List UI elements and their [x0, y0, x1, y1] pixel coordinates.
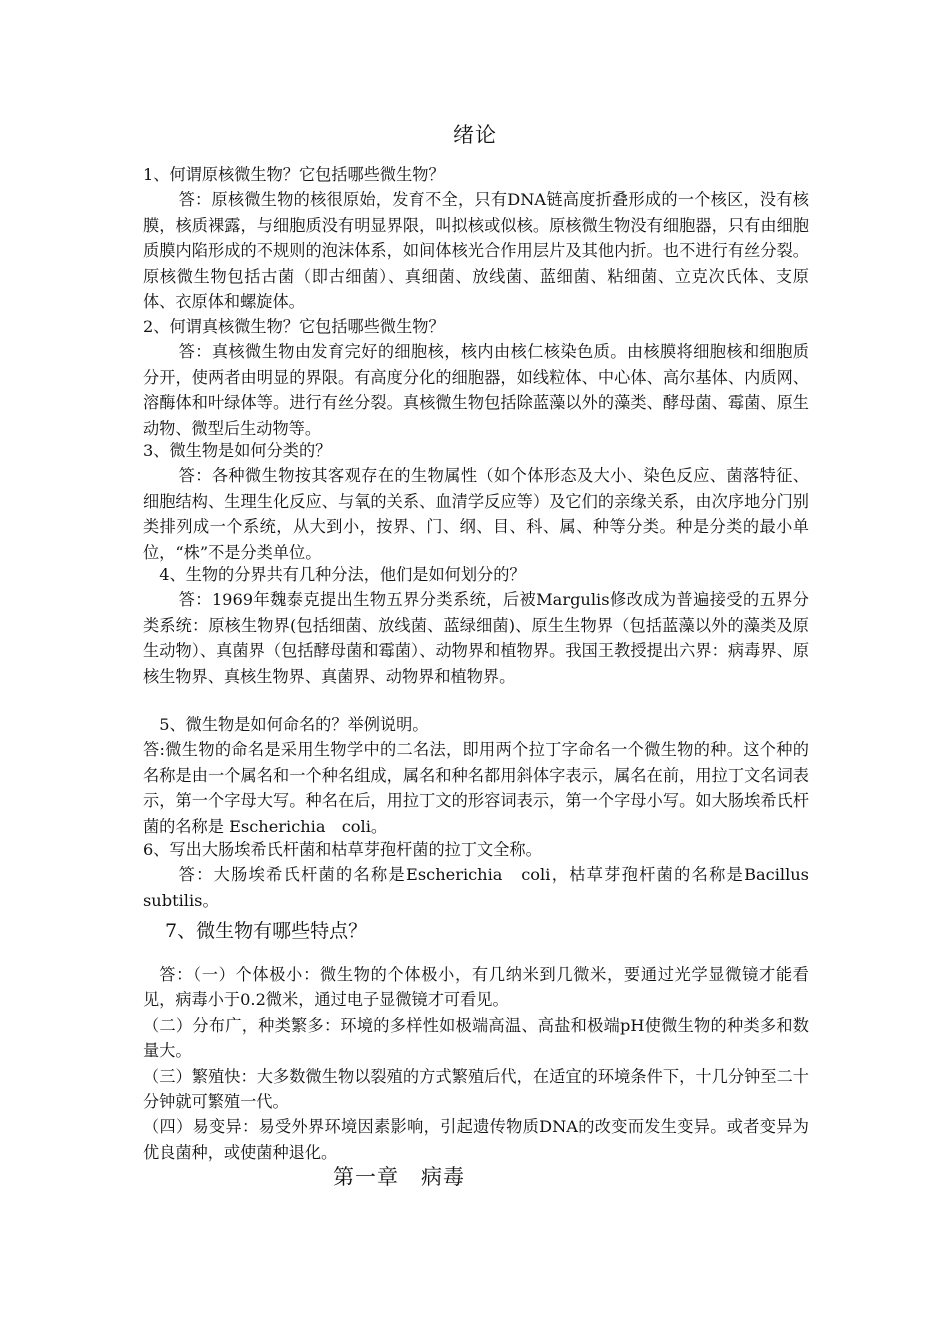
question-7: 7、微生物有哪些特点？ — [165, 920, 368, 942]
answer-3: 答：各种微生物按其客观存在的生物属性（如个体形态及大小、染色反应、菌落特征、细胞结构、生理生化反应、与氧的关系、血清学反应等）及它们的亲缘关系，由次序地分门别类排列成一个系统，从大到小，按界、门、纲、目、科、属、种等分类。种是分类的最小单位，“株”不是分类单位。 — [143, 466, 809, 562]
question-3: 3、微生物是如何分类的？ — [143, 441, 332, 460]
qa-section-6 — [143, 837, 826, 913]
qa-section-3 — [143, 438, 809, 565]
answer-7-point-4: （四）易变异：易受外界环境因素影响，引起遗传物质DNA的改变而发生变异。或者变异为优良菌种，或使菌种退化。 — [143, 1117, 809, 1162]
answer-6: 答：大肠埃希氏杆菌的名称是Escherichia coli，枯草芽孢杆菌的名称是Bacillus subtilis。 — [143, 865, 826, 910]
qa-section-2 — [143, 314, 809, 441]
question-6: 6、写出大肠埃希氏杆菌和枯草芽孢杆菌的拉丁文全称。 — [143, 840, 542, 859]
answer-1: 答：原核微生物的核很原始，发育不全，只有DNA链高度折叠形成的一个核区，没有核膜，核质裸露，与细胞质没有明显界限，叫拟核或似核。原核微生物没有细胞器，只有由细胞质膜内陷形成的不规则的泡沫体系，如间体核光合作用层片及其他内折。也不进行有丝分裂。原核微生物包括古菌（即古细菌）、真细菌、放线菌、蓝细菌、粘细菌、立克次氏体、支原体、衣原体和螺旋体。 — [143, 190, 809, 312]
answer-7-point-2: （二）分布广，种类繁多：环境的多样性如极端高温、高盐和极端pH使微生物的种类多和数量大。 — [143, 1015, 809, 1061]
question-4: 4、生物的分界共有几种分法，他们是如何划分的？ — [159, 565, 526, 584]
answer-4: 答：1969年魏泰克提出生物五界分类系统，后被Margulis修改成为普遍接受的五界分类系统：原核生物界(包括细菌、放线菌、蓝绿细菌)、原生生物界（包括蓝藻以外的藻类及原生动物）、真菌界（包括酵母菌和霉菌）、动物界和植物界。我国王教授提出六界：病毒界、原核生物界、真核生物界、真菌界、动物界和植物界。 — [143, 590, 809, 686]
page-title: 绪论 — [453, 123, 497, 147]
question-5: 5、微生物是如何命名的？举例说明。 — [159, 715, 429, 734]
answer-2: 答：真核微生物由发育完好的细胞核，核内由核仁核染色质。由核膜将细胞核和细胞质分开，使两者由明显的界限。有高度分化的细胞器，如线粒体、中心体、高尔基体、内质网、溶酶体和叶绿体等。进行有丝分裂。真核微生物包括除蓝藻以外的藻类、酵母菌、霉菌、原生动物、微型后生动物等。 — [143, 342, 809, 438]
question-1: 1、何谓原核微生物？它包括哪些微生物？ — [143, 165, 445, 184]
qa-section-7 — [143, 962, 809, 1165]
answer-7-point-3: （三）繁殖快：大多数微生物以裂殖的方式繁殖后代，在适宜的环境条件下，十几分钟至二十分钟就可繁殖一代。 — [143, 1066, 809, 1112]
qa-section-5 — [143, 712, 809, 839]
question-2: 2、何谓真核微生物？它包括哪些微生物？ — [143, 317, 445, 336]
qa-section-4 — [143, 562, 809, 689]
chapter-heading: 第一章 病毒 — [333, 1165, 465, 1189]
answer-7-intro: 答：（一）个体极小：微生物的个体极小，有几纳米到几微米，要通过光学显微镜才能看见，病毒小于0.2微米，通过电子显微镜才可看见。 — [143, 965, 809, 1010]
qa-section-1 — [143, 162, 809, 314]
answer-5: 答:微生物的命名是采用生物学中的二名法，即用两个拉丁字命名一个微生物的种。这个种的名称是由一个属名和一个种名组成，属名和种名都用斜体字表示，属名在前，用拉丁文名词表示，第一个字母大写。种名在后，用拉丁文的形容词表示，第一个字母小写。如大肠埃希氏杆菌的名称是 Escherichia coli。 — [143, 740, 809, 836]
